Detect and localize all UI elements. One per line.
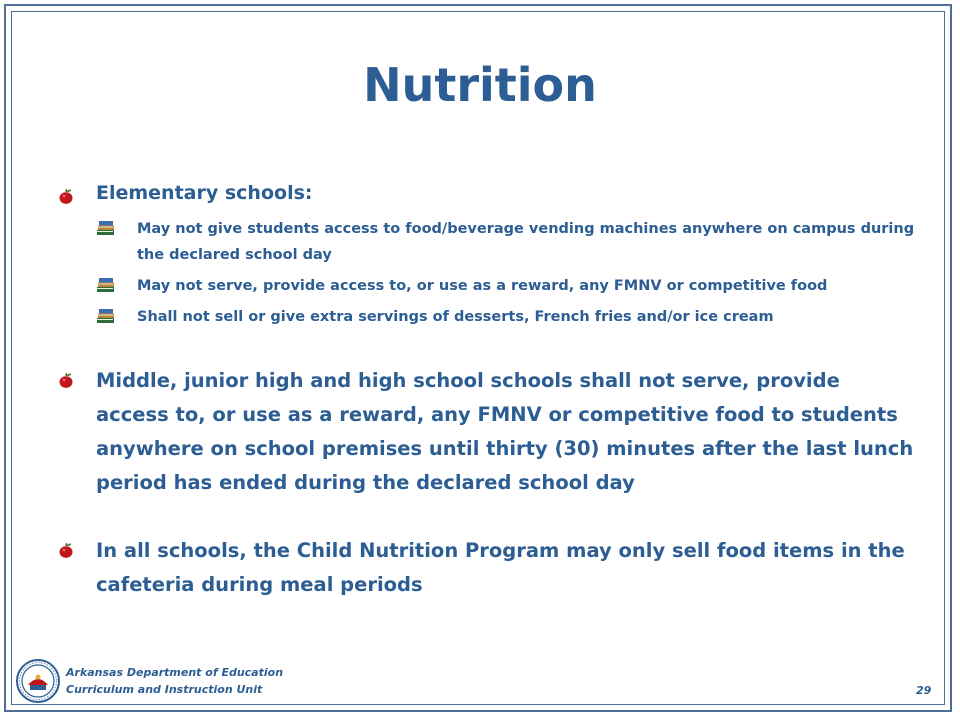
sub-bullet-text: May not serve, provide access to, or use as a reward, any FMNV or competitive food — [137, 278, 828, 294]
bullet-text: Middle, junior high and high school schools shall not serve, provide access to, or use as a reward, any FMNV or competitive food to students anywhere on school premises until thirty (30) minutes after the last lunch period has ended during the declared school day — [96, 369, 914, 494]
apple-icon — [58, 372, 74, 388]
slide-title: Nutrition — [363, 58, 597, 112]
books-icon — [96, 277, 116, 293]
bullet-middle-high — [58, 364, 918, 500]
page-number: 29 — [916, 684, 932, 697]
footer-department — [66, 664, 283, 698]
footer-line-2: Curriculum and Instruction Unit — [66, 683, 263, 696]
footer-line-1: Arkansas Department of Education — [66, 666, 284, 679]
state-seal-icon — [16, 659, 60, 703]
bullet-all-schools — [58, 534, 918, 602]
bullet-text: In all schools, the Child Nutrition Program may only sell food items in the cafeteria during meal periods — [96, 539, 905, 596]
books-icon — [96, 220, 116, 236]
bullet-elementary — [58, 180, 918, 330]
slide-content — [58, 180, 918, 602]
apple-icon — [58, 188, 74, 204]
sub-bullet — [96, 273, 918, 299]
sub-bullet-list — [96, 216, 918, 330]
books-icon — [96, 308, 116, 324]
sub-bullet — [96, 304, 918, 330]
bullet-text: Elementary schools: — [96, 182, 313, 204]
apple-icon — [58, 542, 74, 558]
sub-bullet-text: May not give students access to food/beverage vending machines anywhere on campus during the declared school day — [137, 221, 915, 263]
sub-bullet — [96, 216, 918, 268]
sub-bullet-text: Shall not sell or give extra servings of desserts, French fries and/or ice cream — [137, 309, 774, 325]
